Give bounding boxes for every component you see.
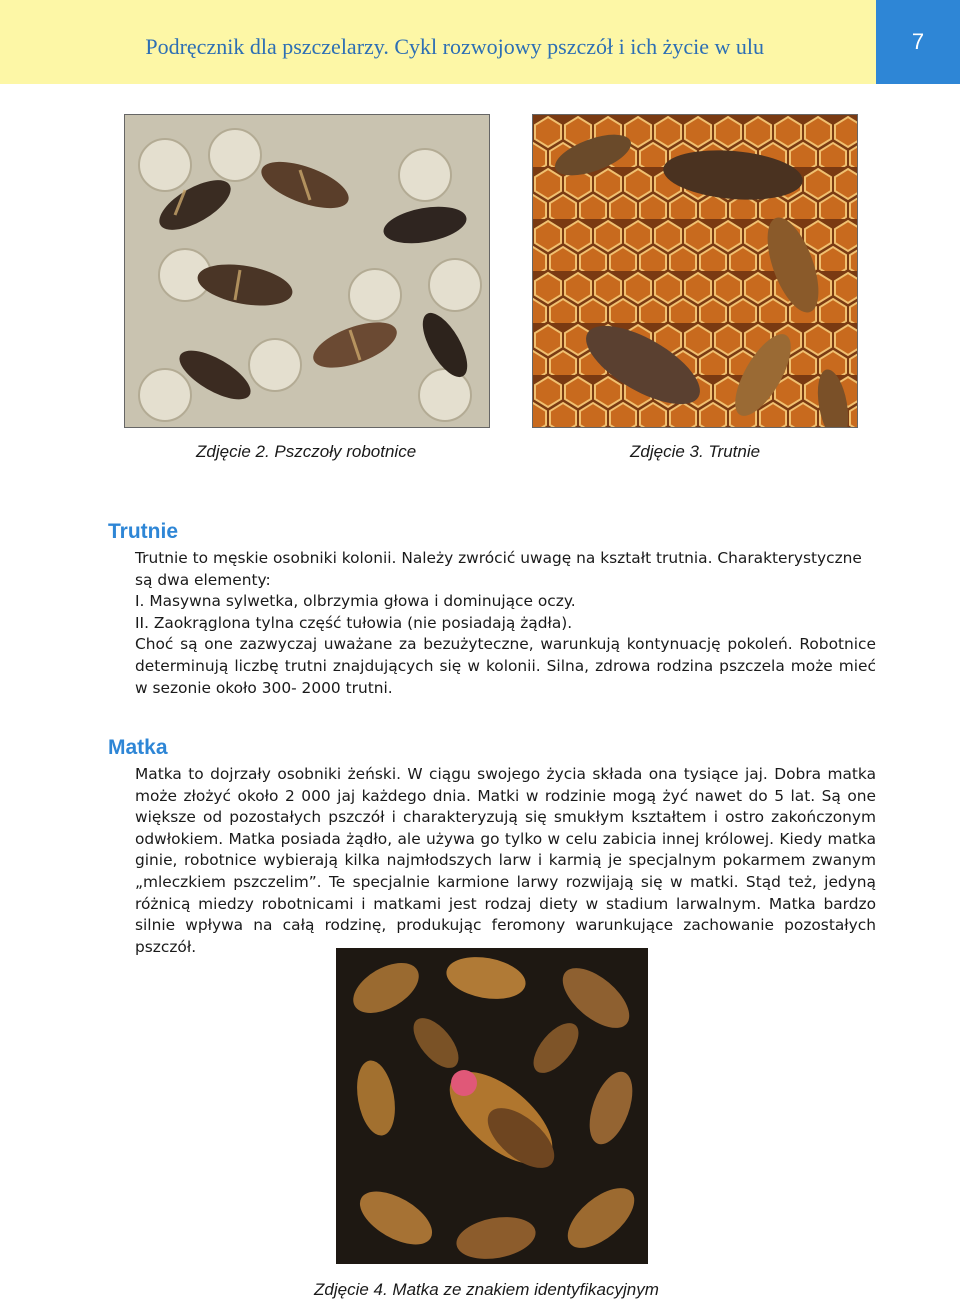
caption-photo-3: Zdjęcie 3. Trutnie xyxy=(630,442,761,461)
matka-text xyxy=(108,764,876,958)
photo-marked-queen xyxy=(336,948,648,1264)
trutnie-text xyxy=(108,548,876,699)
photo-drones xyxy=(532,114,858,428)
trutnie-list-item-1: I. Masywna sylwetka, olbrzymia głowa i dominujące oczy. xyxy=(135,592,576,611)
trutnie-body: Choć są one zazwyczaj uważane za bezużyteczne, warunkują kontynuację pokoleń. Robotnice determinują liczbę trutni znajdujących się w kolonii. Silna, zdrowa rodzina pszczela może mieć w sezonie około 300- 2000 trutni. xyxy=(135,635,876,697)
caption-photo-4: Zdjęcie 4. Matka ze znakiem identyfikacyjnym xyxy=(314,1280,659,1299)
caption-photo-2: Zdjęcie 2. Pszczoły robotnice xyxy=(196,442,417,461)
heading-trutnie: Trutnie xyxy=(108,520,179,543)
matka-body: Matka to dojrzały osobniki żeński. W ciągu swojego życia składa ona tysiące jaj. Dobra matka może złożyć około 2 000 jaj każdego dnia. Matki w rodzinie mogą żyć nawet do 5 lat. Są one większe od pozostałych pszczół i charakteryzują się smukłym kształtem i ostro zakończonym odwłokiem. Matka posiada żądło, ale używa go tylko w celu zabicia innej królowej. Kiedy matka ginie, robotnice wybierają kilka najmłodszych larw i karmią je specjalnym pokarmem zwanym „mleczkiem pszczelim”. Te specjalnie karmione larwy rozwijają się w matki. Stąd też, jedyną różnicą miedzy robotnicami i matkami jest rodzaj diety w stadium larwalnym. Matka bardzo silnie wpływa na całą rodzinę, produkując feromony warunkujące zachowanie pozostałych pszczół. xyxy=(135,765,876,956)
running-header-title: Podręcznik dla pszczelarzy. Cykl rozwojowy pszczół i ich życie w ulu xyxy=(145,34,764,59)
header-band xyxy=(0,0,876,84)
trutnie-list-item-2: II. Zaokrąglona tylna część tułowia (nie posiadają żądła). xyxy=(135,613,573,632)
trutnie-intro: Trutnie to męskie osobniki kolonii. Należy zwrócić uwagę na kształt trutnia. Charakterystyczne są dwa elementy: xyxy=(135,549,862,589)
heading-matka: Matka xyxy=(108,736,168,759)
page-number: 7 xyxy=(876,0,960,84)
photo-worker-bees xyxy=(124,114,490,428)
